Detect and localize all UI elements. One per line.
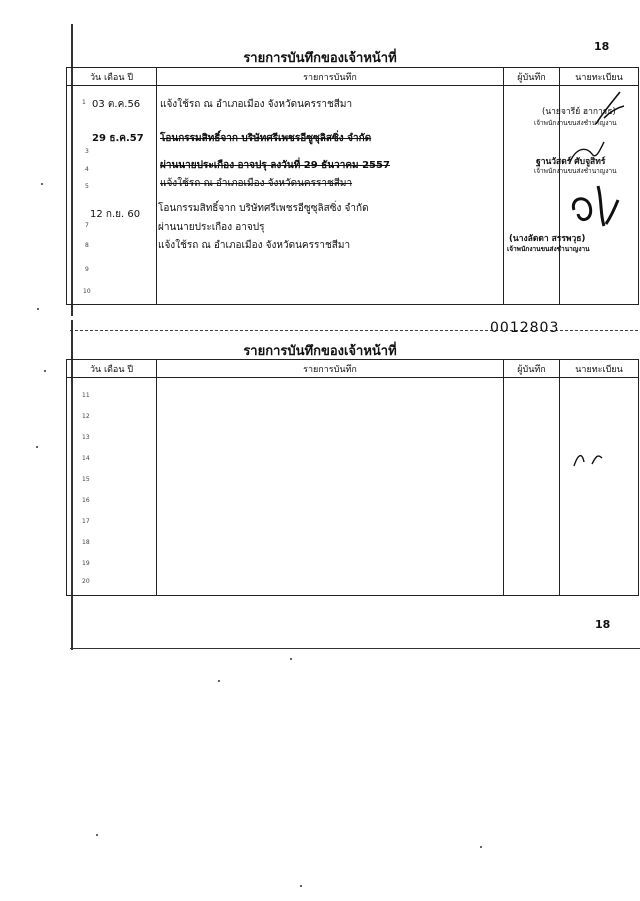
scan-speck	[290, 658, 292, 660]
handwritten-signature	[566, 180, 626, 230]
handwritten-signature	[590, 88, 630, 128]
row-number: 8	[85, 242, 89, 249]
header-date: วัน เดือน ปี	[67, 360, 157, 378]
entry-date: 03 ต.ค.56	[92, 99, 141, 110]
row-number: 15	[82, 476, 90, 483]
entry-date: 12 ก.ย. 60	[90, 209, 141, 220]
header-date: วัน เดือน ปี	[67, 68, 157, 86]
row-number: 19	[82, 560, 90, 567]
handwritten-signature	[566, 138, 606, 168]
scan-speck	[37, 308, 39, 310]
section1-table	[66, 67, 639, 305]
row-number: 12	[82, 413, 90, 420]
row-number: 18	[82, 539, 90, 546]
scan-speck	[480, 846, 482, 848]
signature-title: เจ้าพนักงานขนส่งชำนาญงาน	[534, 167, 617, 175]
section2-table	[66, 359, 639, 596]
page-number-bottom: 18	[595, 618, 611, 631]
header-registrar: นายทะเบียน	[560, 360, 639, 378]
row-number: 11	[82, 392, 90, 399]
serial-number: 0012803	[490, 320, 560, 336]
header-recorder: ผู้บันทึก	[504, 68, 560, 86]
signature-title: เจ้าพนักงานขนส่งชำนาญงาน	[534, 119, 617, 127]
scan-speck	[218, 680, 220, 682]
handwritten-mark	[570, 448, 606, 470]
row-number: 14	[82, 455, 90, 462]
entry-text: โอนกรรมสิทธิ์จาก บริษัทศรีเพชรอีซูซุลิสซิ่ง จำกัด	[158, 203, 369, 214]
header-registrar: นายทะเบียน	[560, 68, 639, 86]
row-number: 16	[82, 497, 90, 504]
header-recorder: ผู้บันทึก	[504, 360, 560, 378]
entry-text: แจ้งใช้รถ ณ อำเภอเมือง จังหวัดนครราชสีมา	[160, 178, 353, 189]
entry-text: โอนกรรมสิทธิ์จาก บริษัทศรีเพชรอีซูซุลิสซิ่ง จำกัด	[160, 133, 372, 144]
scan-speck	[96, 834, 98, 836]
entry-text: แจ้งใช้รถ ณ อำเภอเมือง จังหวัดนครราชสีมา	[158, 240, 351, 251]
section1-title: รายการบันทึกของเจ้าหน้าที่	[243, 51, 397, 66]
signature-name: (นายจารีย์ ฮาการธ)	[542, 107, 616, 117]
header-record: รายการบันทึก	[157, 68, 504, 86]
entry-text: ผ่านนายประเกือง อาจปรุ	[158, 222, 265, 233]
row-number: 5	[85, 183, 89, 190]
section2-title: รายการบันทึกของเจ้าหน้าที่	[243, 344, 397, 359]
bottom-rule	[70, 648, 640, 649]
scan-speck	[41, 183, 43, 185]
page-number-top: 18	[594, 40, 610, 53]
row-number: 7	[85, 222, 89, 229]
scan-speck	[44, 370, 46, 372]
scan-speck	[36, 446, 38, 448]
signature-title: เจ้าพนักงานขนส่งชำนาญงาน	[507, 245, 590, 253]
row-number: 17	[82, 518, 90, 525]
row-number: 20	[82, 578, 90, 585]
row-number: 4	[85, 166, 89, 173]
signature-name: (นางลัดดา สรรพวุธ)	[509, 234, 586, 244]
row-number: 13	[82, 434, 90, 441]
row-number: 3	[85, 148, 89, 155]
scan-speck	[300, 885, 302, 887]
header-record: รายการบันทึก	[157, 360, 504, 378]
row-number: 1	[82, 99, 86, 106]
row-number: 9	[85, 266, 89, 273]
entry-text: ผ่านนายประเกือง อาจปรุ ลงวันที่ 29 ธันวาคม 2557	[160, 160, 390, 171]
entry-text: แจ้งใช้รถ ณ อำเภอเมือง จังหวัดนครราชสีมา	[160, 99, 353, 110]
signature-name: ฐานวัสดร์ ศับจูสิทร์	[536, 157, 606, 167]
row-number: 10	[83, 288, 91, 295]
entry-date: 29 ธ.ค.57	[92, 133, 144, 144]
